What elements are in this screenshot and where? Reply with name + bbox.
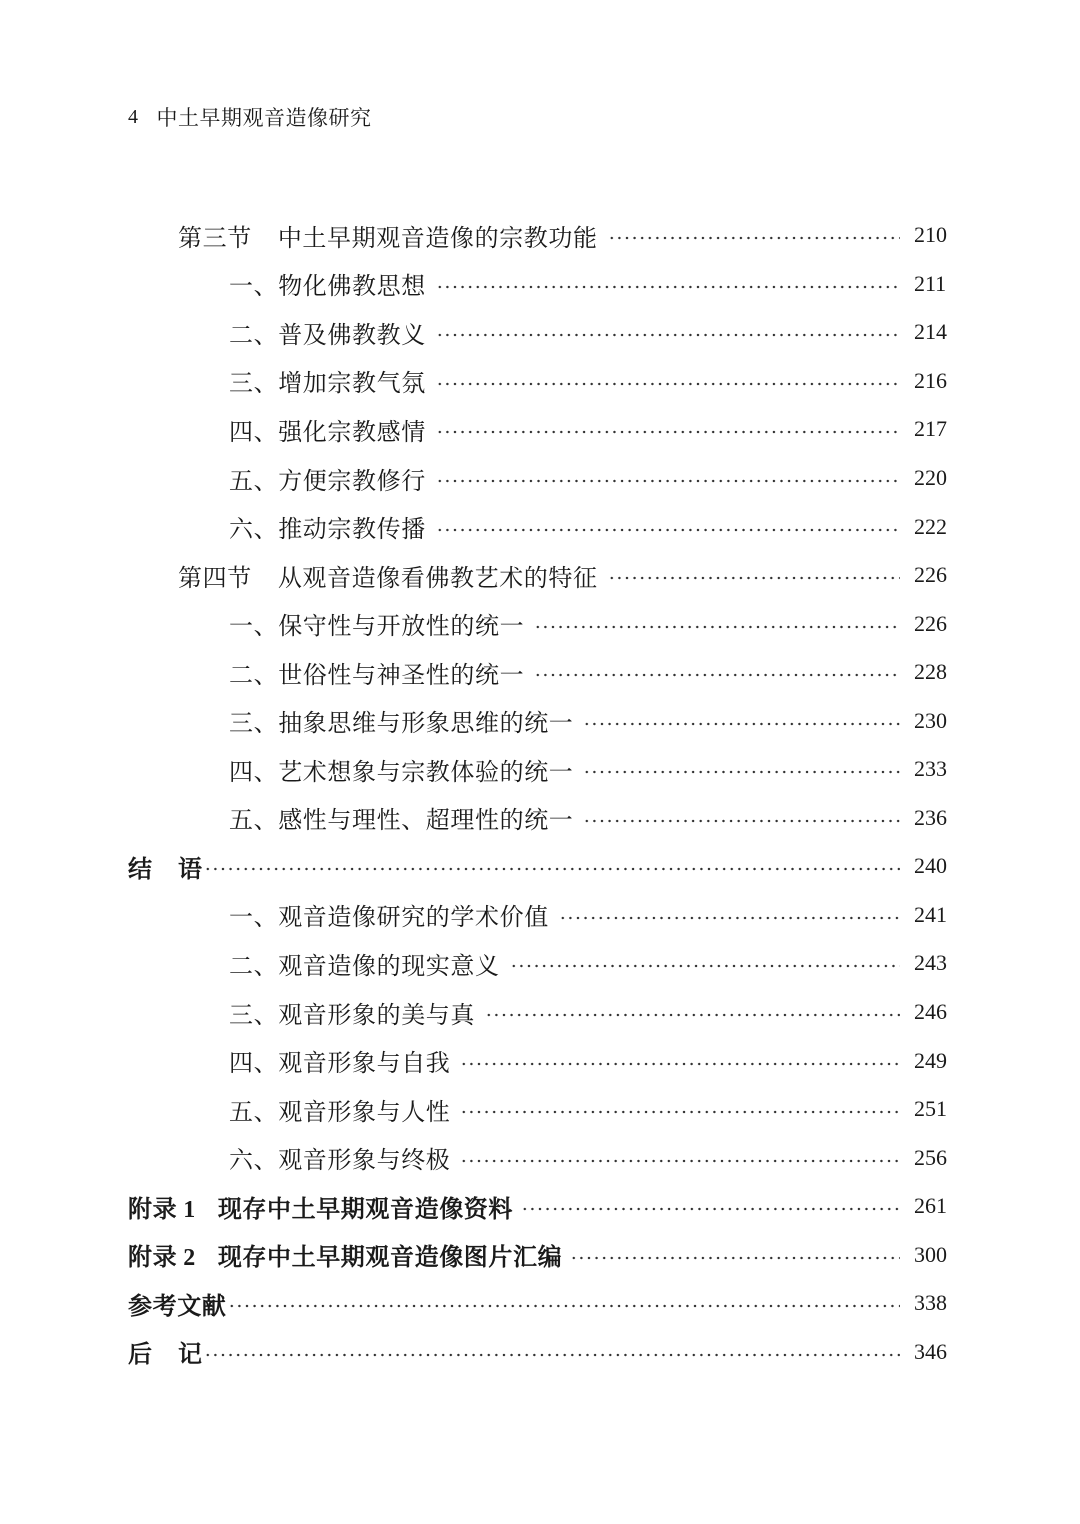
toc-entry-title: 一、物化佛教思想 <box>229 272 426 301</box>
toc-entry-title <box>128 1189 521 1224</box>
dot-leader <box>204 1340 900 1364</box>
toc-entry-title: 一、保守性与开放性的统一 <box>229 612 525 641</box>
dot-leader <box>583 757 900 781</box>
appendix-number: 1 <box>183 1196 196 1223</box>
section-label: 第三节 <box>178 223 252 252</box>
dot-leader <box>559 903 900 927</box>
toc-entry-title: 三、观音形象的美与真 <box>229 1000 475 1029</box>
dot-leader <box>608 563 900 587</box>
toc-page-number: 230 <box>914 707 947 733</box>
toc-item[interactable] <box>0 260 1080 309</box>
toc-entry-title <box>128 849 204 884</box>
toc-page-number: 216 <box>914 367 947 393</box>
title-char: 结 <box>128 853 178 883</box>
dot-leader <box>534 612 900 636</box>
dot-leader <box>436 272 900 296</box>
dot-leader <box>436 320 900 344</box>
toc-item[interactable] <box>0 502 1080 551</box>
toc-entry-title: 二、普及佛教教义 <box>229 320 426 349</box>
toc-item[interactable] <box>0 939 1080 988</box>
toc-page-number: 251 <box>914 1096 947 1122</box>
toc-entry-title: 四、观音形象与自我 <box>229 1049 451 1078</box>
appendix-title: 现存中土早期观音造像图片汇编 <box>217 1242 563 1272</box>
toc-page-number: 256 <box>914 1144 947 1170</box>
toc-entry-title: 参考文献 <box>128 1290 227 1320</box>
dot-leader <box>460 1049 900 1073</box>
dot-leader <box>583 806 900 830</box>
toc-item[interactable] <box>0 988 1080 1037</box>
dot-leader <box>436 417 900 441</box>
toc-section-4[interactable] <box>0 551 1080 600</box>
toc-item[interactable] <box>0 891 1080 940</box>
toc-page-number: 300 <box>914 1241 947 1267</box>
toc-appendix-1[interactable] <box>0 1182 1080 1231</box>
toc-item[interactable] <box>0 648 1080 697</box>
toc-item[interactable] <box>0 308 1080 357</box>
toc-entry-title: 五、观音形象与人性 <box>229 1097 451 1126</box>
toc-item[interactable] <box>0 405 1080 454</box>
toc-page-number: 211 <box>914 270 947 296</box>
toc-page-number: 233 <box>914 756 947 782</box>
toc-item[interactable] <box>0 745 1080 794</box>
toc-item[interactable] <box>0 454 1080 503</box>
appendix-title: 现存中土早期观音造像资料 <box>217 1193 514 1223</box>
running-title: 中土早期观音造像研究 <box>156 106 372 130</box>
toc-page-number: 243 <box>914 950 947 976</box>
dot-leader <box>485 1000 900 1024</box>
toc-page-number: 241 <box>914 901 947 927</box>
toc-page-number: 220 <box>914 465 947 490</box>
toc-entry-title: 五、感性与理性、超理性的统一 <box>229 806 574 835</box>
toc-entry-title: 四、艺术想象与宗教体验的统一 <box>229 757 574 786</box>
appendix-label: 附录 <box>128 1193 178 1223</box>
toc-entry-title: 一、观音造像研究的学术价值 <box>229 903 549 932</box>
toc-item[interactable] <box>0 357 1080 406</box>
toc-entry-title: 六、观音形象与终极 <box>229 1146 451 1175</box>
toc-page-number: 226 <box>914 562 947 588</box>
dot-leader <box>608 223 900 247</box>
toc-page-number: 217 <box>914 416 947 442</box>
toc-item[interactable] <box>0 794 1080 843</box>
title-char: 语 <box>178 853 202 883</box>
toc-entry-title <box>128 1237 570 1272</box>
toc-entry-title: 三、增加宗教气氛 <box>229 369 426 398</box>
toc-entry-title: 三、抽象思维与形象思维的统一 <box>229 709 574 738</box>
toc-afterword[interactable] <box>0 1328 1080 1377</box>
page-number: 4 <box>128 105 139 128</box>
dot-leader <box>534 660 900 684</box>
appendix-label: 附录 <box>128 1242 178 1272</box>
toc-references[interactable] <box>0 1279 1080 1328</box>
toc-entry-title: 五、方便宗教修行 <box>229 466 426 495</box>
toc-section-3[interactable] <box>0 211 1080 260</box>
toc-page-number: 236 <box>914 804 947 830</box>
toc-entry-title <box>128 1334 204 1369</box>
toc-entry-title: 二、世俗性与神圣性的统一 <box>229 660 525 689</box>
toc-entry-title <box>178 558 608 593</box>
toc-entry-title: 二、观音造像的现实意义 <box>229 951 500 980</box>
toc-item[interactable] <box>0 1133 1080 1182</box>
toc-page-number: 210 <box>914 222 947 248</box>
toc-page-number: 214 <box>914 319 947 345</box>
toc-page-number: 261 <box>914 1193 947 1219</box>
dot-leader <box>570 1243 900 1267</box>
title-char: 后 <box>128 1339 178 1369</box>
toc-page-number: 226 <box>914 610 947 636</box>
dot-leader <box>460 1097 900 1121</box>
toc-page-number: 249 <box>914 1047 947 1073</box>
toc-item[interactable] <box>0 599 1080 648</box>
dot-leader <box>460 1146 900 1170</box>
dot-leader <box>436 515 900 539</box>
toc-appendix-2[interactable] <box>0 1230 1080 1279</box>
dot-leader <box>510 951 900 975</box>
toc-entry-title <box>178 218 608 253</box>
title-char: 记 <box>178 1339 202 1369</box>
appendix-number: 2 <box>183 1245 196 1272</box>
table-of-contents <box>0 211 1080 1376</box>
dot-leader <box>521 1194 900 1218</box>
section-title: 中土早期观音造像的宗教功能 <box>277 223 598 252</box>
toc-page-number: 338 <box>914 1290 947 1316</box>
toc-page-number: 228 <box>914 659 947 685</box>
toc-item[interactable] <box>0 696 1080 745</box>
dot-leader <box>436 369 900 393</box>
section-title: 从观音造像看佛教艺术的特征 <box>277 563 598 592</box>
toc-item[interactable] <box>0 1036 1080 1085</box>
dot-leader <box>228 1291 900 1315</box>
toc-entry-title: 六、推动宗教传播 <box>229 515 426 544</box>
dot-leader <box>204 854 900 878</box>
toc-page-number: 246 <box>914 999 947 1025</box>
toc-page-number: 222 <box>914 513 947 539</box>
toc-entry-title: 四、强化宗教感情 <box>229 417 426 446</box>
section-label: 第四节 <box>178 563 252 592</box>
toc-conclusion[interactable] <box>0 842 1080 891</box>
toc-item[interactable] <box>0 1085 1080 1134</box>
toc-page-number: 346 <box>914 1338 947 1364</box>
page-header <box>128 100 372 134</box>
dot-leader <box>583 709 900 733</box>
dot-leader <box>436 466 900 490</box>
toc-page-number: 240 <box>914 853 947 879</box>
